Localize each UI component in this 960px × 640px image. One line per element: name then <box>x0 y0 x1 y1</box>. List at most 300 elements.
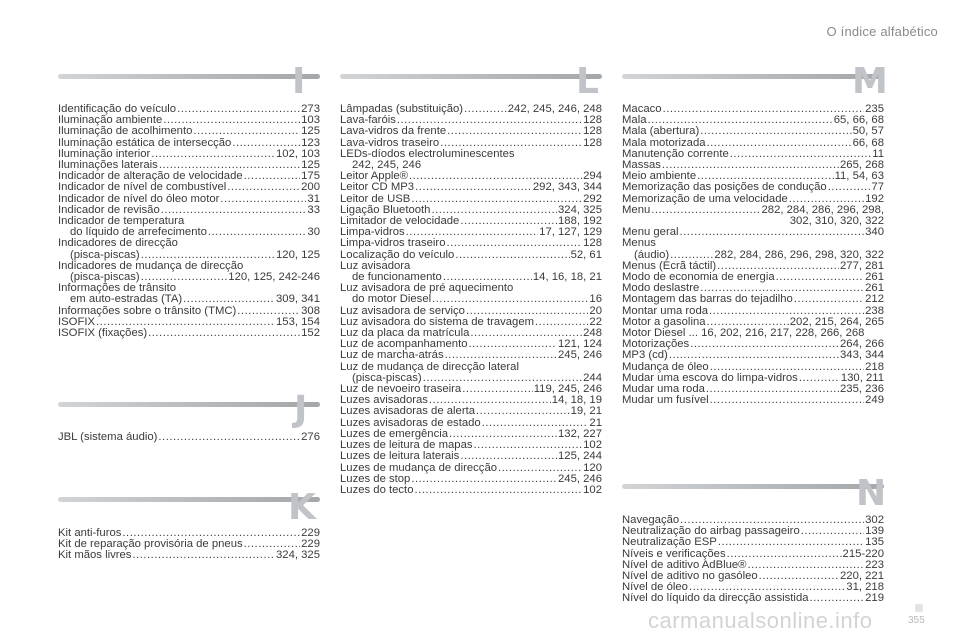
index-entry <box>58 182 320 193</box>
index-list-l <box>340 104 602 496</box>
index-term: Indicador de revisão <box>58 204 160 216</box>
dot-leader <box>709 306 864 317</box>
index-entry <box>622 339 884 350</box>
dot-leader <box>482 418 589 429</box>
index-term: (pisca-piscas) <box>70 249 140 261</box>
index-term: Lava-faróis <box>340 115 396 127</box>
index-entry <box>622 515 884 526</box>
index-term: Indicador de nível de combustível <box>58 182 227 194</box>
index-term: Iluminações laterais <box>58 160 158 172</box>
index-entry <box>58 160 320 171</box>
dot-leader <box>406 227 539 238</box>
index-term: (pisca-piscas) <box>70 272 140 284</box>
index-list-k <box>58 528 320 562</box>
index-pages: 245, 246 <box>558 473 602 485</box>
index-entry <box>622 560 884 571</box>
dot-leader <box>730 149 872 160</box>
index-term: Luz avisadora do sistema de travagem <box>340 316 535 328</box>
index-entry <box>58 194 320 205</box>
index-term: Luz de acompanhamento <box>340 339 468 351</box>
index-pages: 292, 343, 344 <box>532 182 602 194</box>
index-entry <box>622 350 884 361</box>
index-entry <box>340 451 602 462</box>
index-entry <box>58 317 320 328</box>
dot-leader <box>460 451 557 462</box>
index-term: ISOFIX <box>58 316 96 328</box>
index-entry: LEDs-díodos electroluminescentes <box>340 147 515 160</box>
index-entry <box>622 126 884 137</box>
index-entry <box>622 104 884 115</box>
index-entry <box>58 138 320 149</box>
dot-leader <box>158 432 300 443</box>
dot-leader <box>535 317 588 328</box>
dot-leader <box>244 171 300 182</box>
index-term: Iluminação interior <box>58 148 151 160</box>
index-entry <box>340 373 602 384</box>
dot-leader <box>455 250 569 261</box>
index-pages: 128 <box>583 126 602 138</box>
index-term: Mala (abertura) <box>622 126 700 138</box>
index-entry <box>340 440 602 451</box>
index-term: (áudio) <box>634 249 670 261</box>
index-entry <box>340 485 602 496</box>
index-pages: 102 <box>583 484 602 496</box>
index-entry <box>622 138 884 149</box>
index-term: em auto-estradas (TA) <box>70 294 183 306</box>
index-entry <box>340 182 602 193</box>
index-pages: 264, 266 <box>840 339 884 351</box>
index-pages: 119, 245, 246 <box>533 384 602 396</box>
dot-leader <box>177 104 300 115</box>
index-term: Massas <box>622 160 661 172</box>
index-term: Mala motorizada <box>622 137 706 149</box>
index-term: Memorização de uma velocidade <box>622 193 788 205</box>
dot-leader <box>700 126 851 137</box>
index-term: Mudar uma escova do limpa-vidros <box>622 372 798 384</box>
dot-leader <box>462 384 533 395</box>
index-term: Nível de óleo <box>622 582 688 594</box>
index-pages: 120, 125 <box>276 249 320 261</box>
index-entry <box>340 418 602 429</box>
index-entry <box>622 373 884 384</box>
index-entry <box>58 115 320 126</box>
index-entry <box>58 171 320 182</box>
index-term: Kit de reparação provisória de pneus <box>58 539 243 551</box>
dot-leader <box>651 205 760 216</box>
index-term: Menu geral <box>622 227 679 239</box>
dot-leader <box>717 261 839 272</box>
dot-leader <box>648 115 833 126</box>
index-pages: 21 <box>589 417 602 429</box>
index-pages: 223 <box>865 559 884 571</box>
dot-leader <box>697 171 833 182</box>
index-entry <box>340 216 602 227</box>
index-entry: Luz de mudança de direcção lateral <box>340 360 519 373</box>
dot-leader <box>680 515 864 526</box>
index-entry <box>58 528 320 539</box>
index-pages: 343, 344 <box>840 350 884 362</box>
dot-leader <box>706 384 839 395</box>
index-term: Identificação do veículo <box>58 104 177 115</box>
index-term: Luz da placa da matrícula <box>340 328 470 340</box>
index-term: Leitor CD MP3 <box>340 182 415 194</box>
index-term: Mudar um fusível <box>622 395 709 407</box>
index-pages: 308 <box>301 305 320 317</box>
index-pages: 66, 68 <box>852 137 884 149</box>
index-pages: 17, 127, 129 <box>539 227 602 239</box>
index-term: Indicador de nível do óleo motor <box>58 193 220 205</box>
section-divider-m <box>622 74 884 79</box>
dot-leader <box>748 560 865 571</box>
dot-leader <box>718 537 864 548</box>
index-term: Nível de aditivo AdBlue® <box>622 559 747 571</box>
index-pages: 245, 246 <box>558 350 602 362</box>
index-pages: 120, 125, 242-246 <box>228 272 320 284</box>
index-entry <box>340 205 602 216</box>
index-entry <box>622 582 884 593</box>
index-pages: 128 <box>583 115 602 127</box>
index-entry <box>340 171 602 182</box>
index-pages: 120 <box>583 462 602 474</box>
index-pages: 33 <box>307 204 320 216</box>
dot-leader <box>690 339 839 350</box>
dot-leader <box>662 160 839 171</box>
index-entry <box>340 463 602 474</box>
watermark: carmanualsonline.info <box>648 608 873 633</box>
index-entry <box>340 126 602 137</box>
dot-leader <box>476 406 570 417</box>
index-pages: 277, 281 <box>840 260 884 272</box>
index-term: Luzes avisadoras de estado <box>340 417 481 429</box>
dot-leader <box>794 294 864 305</box>
index-entry <box>622 149 884 160</box>
dot-leader <box>789 194 864 205</box>
index-pages: 229 <box>301 528 320 539</box>
dot-leader <box>96 317 275 328</box>
dot-leader <box>470 328 582 339</box>
index-entry: 302, 310, 320, 322 <box>789 215 884 228</box>
index-term: Motor a gasolina <box>622 316 706 328</box>
index-entry <box>622 182 884 193</box>
index-term: Luz de marcha-atrás <box>340 350 444 362</box>
index-pages: 14, 16, 18, 21 <box>532 272 602 284</box>
page-corner-mark <box>915 604 923 612</box>
index-entry: Menus <box>622 237 656 250</box>
dot-leader <box>727 549 842 560</box>
index-pages: 153, 154 <box>276 316 320 328</box>
index-entry <box>58 550 320 561</box>
section-letter-k: K <box>288 487 316 528</box>
index-entry <box>340 194 602 205</box>
index-term: Menu <box>622 204 651 216</box>
index-term: Modo deslastre <box>622 283 700 295</box>
dot-leader <box>208 227 307 238</box>
index-entry <box>622 526 884 537</box>
section-letter-j: J <box>294 389 308 430</box>
index-term: Iluminação estática de intersecção <box>58 137 232 149</box>
index-term: Luz de nevoeiro traseira <box>340 384 462 396</box>
dot-leader <box>469 339 558 350</box>
index-pages: 276 <box>301 432 320 443</box>
dot-leader <box>237 306 300 317</box>
index-pages: 215-220 <box>842 548 884 560</box>
index-entry: Luz avisadora <box>340 259 411 272</box>
index-pages: 102, 103 <box>276 148 320 160</box>
section-divider-i <box>58 74 320 79</box>
index-entry <box>622 283 884 294</box>
index-pages: 282, 284, 286, 296, 298, 320, 322 <box>714 249 884 261</box>
dot-leader <box>689 582 845 593</box>
index-pages: 265, 268 <box>840 160 884 172</box>
index-pages: 125, 244 <box>558 451 602 463</box>
index-pages: 249 <box>865 395 884 407</box>
section-divider-l <box>340 74 602 79</box>
index-pages: 102 <box>583 440 602 452</box>
index-list-n <box>622 515 884 605</box>
index-entry <box>622 593 884 604</box>
index-entry <box>58 539 320 550</box>
index-term: Meio ambiente <box>622 171 697 183</box>
dot-leader <box>801 526 864 537</box>
index-pages: 244 <box>583 372 602 384</box>
index-list-i <box>58 104 320 339</box>
index-term: Informações sobre o trânsito (TMC) <box>58 305 237 317</box>
index-pages: 103 <box>301 115 320 127</box>
index-entry <box>622 537 884 548</box>
dot-leader <box>663 104 865 115</box>
dot-leader <box>776 272 865 283</box>
index-term: de funcionamento <box>352 272 442 284</box>
dot-leader <box>159 160 300 171</box>
index-entry <box>340 395 602 406</box>
index-pages: 219 <box>865 593 884 605</box>
index-pages: 229 <box>301 539 320 551</box>
index-entry: Luz avisadora de pré aquecimento <box>340 282 514 295</box>
index-pages: 212 <box>865 294 884 306</box>
index-entry <box>622 395 884 406</box>
section-divider-k <box>58 497 320 502</box>
dot-leader <box>466 306 588 317</box>
index-term: Menus (Ecrã táctil) <box>622 260 717 272</box>
index-pages: 132, 227 <box>558 428 602 440</box>
index-pages: 261 <box>865 283 884 295</box>
index-term: Neutralização ESP <box>622 537 717 549</box>
index-entry <box>622 227 884 238</box>
index-pages: 202, 215, 264, 265 <box>789 316 884 328</box>
index-entry <box>622 160 884 171</box>
index-term: Leitor de USB <box>340 193 411 205</box>
index-term: Luz avisadora de serviço <box>340 305 465 317</box>
dot-leader <box>447 126 582 137</box>
index-pages: 139 <box>865 526 884 538</box>
index-pages: 220, 221 <box>840 571 884 583</box>
index-pages: 50, 57 <box>852 126 884 138</box>
index-pages: 188, 192 <box>558 216 602 228</box>
index-entry: Indicadores de direcção <box>58 237 178 250</box>
index-pages: 14, 18, 19 <box>551 395 602 407</box>
index-term: Mudança de óleo <box>622 361 709 373</box>
index-entry <box>58 432 320 443</box>
index-term: (pisca-piscas) <box>352 372 422 384</box>
index-term: Limitador de velocidade <box>340 216 460 228</box>
dot-leader <box>464 104 507 115</box>
index-entry: Indicadores de mudança de direcção <box>58 259 244 272</box>
index-pages: 235 <box>865 104 884 115</box>
index-pages: 302 <box>865 515 884 526</box>
index-term: ISOFIX (fixações) <box>58 328 148 340</box>
index-pages: 125 <box>301 126 320 138</box>
index-pages: 19, 21 <box>570 406 602 418</box>
index-entry <box>622 194 884 205</box>
index-term: Montar uma roda <box>622 305 709 317</box>
index-entry: 242, 245, 246 <box>352 159 422 172</box>
dot-leader <box>220 194 306 205</box>
index-entry <box>58 126 320 137</box>
index-term: Ligação Bluetooth <box>340 204 431 216</box>
dot-leader <box>810 593 865 604</box>
index-entry <box>622 571 884 582</box>
index-pages: 235, 236 <box>840 384 884 396</box>
dot-leader <box>432 294 588 305</box>
dot-leader <box>409 171 582 182</box>
dot-leader <box>680 227 865 238</box>
index-pages: 31 <box>307 193 320 205</box>
dot-leader <box>460 216 557 227</box>
dot-leader <box>670 250 713 261</box>
index-pages: 192 <box>865 193 884 205</box>
index-pages: 52, 61 <box>570 249 602 261</box>
dot-leader <box>151 149 275 160</box>
index-pages: 324, 325 <box>558 204 602 216</box>
index-entry <box>340 474 602 485</box>
index-entry <box>340 317 602 328</box>
index-entry <box>622 115 884 126</box>
section-letter-m: M <box>852 61 888 102</box>
dot-leader <box>799 373 840 384</box>
index-pages: 218 <box>865 361 884 373</box>
index-term: Luzes de stop <box>340 473 411 485</box>
index-entry <box>340 227 602 238</box>
index-pages: 11, 54, 63 <box>834 171 884 183</box>
dot-leader <box>193 126 300 137</box>
index-pages: 248 <box>583 328 602 340</box>
index-term: Iluminação de acolhimento <box>58 126 193 138</box>
index-term: Manutenção corrente <box>622 148 729 160</box>
index-entry: Indicador de temperatura <box>58 215 185 228</box>
dot-leader <box>148 328 300 339</box>
index-term: Lava-vidros traseiro <box>340 137 440 149</box>
dot-leader <box>122 528 300 539</box>
dot-leader <box>163 115 300 126</box>
section-divider-n <box>622 484 884 489</box>
dot-leader <box>411 474 557 485</box>
index-entry <box>58 306 320 317</box>
index-term: Kit mãos livres <box>58 550 132 562</box>
index-entry <box>340 115 602 126</box>
dot-leader <box>423 373 582 384</box>
index-pages: 128 <box>583 238 602 250</box>
dot-leader <box>710 395 864 406</box>
dot-leader <box>446 238 582 249</box>
index-pages: 324, 325 <box>276 550 320 562</box>
index-list-m <box>622 104 884 406</box>
index-entry <box>622 549 884 560</box>
index-entry <box>340 238 602 249</box>
index-term: Luzes de mudança de direcção <box>340 462 498 474</box>
index-term: Memorização das posições de condução <box>622 182 827 194</box>
index-entry <box>340 350 602 361</box>
index-term: Níveis e verificações <box>622 548 726 560</box>
index-entry <box>58 104 320 115</box>
dot-leader <box>414 485 582 496</box>
section-letter-i: I <box>292 61 306 102</box>
index-pages: 121, 124 <box>558 339 602 351</box>
index-term: Luzes avisadoras <box>340 395 428 407</box>
index-pages: 238 <box>865 305 884 317</box>
index-pages: 130, 211 <box>840 372 884 384</box>
dot-leader <box>710 362 864 373</box>
index-entry <box>622 272 884 283</box>
index-term: Luzes de leitura de mapas <box>340 440 473 452</box>
index-term: do motor Diesel <box>352 294 432 306</box>
index-term: Kit anti-furos <box>58 528 122 539</box>
dot-leader <box>828 182 871 193</box>
index-term: do líquido de arrefecimento <box>70 227 207 239</box>
dot-leader <box>700 283 864 294</box>
index-term: Limpa-vidros traseiro <box>340 238 446 250</box>
index-entry <box>340 104 602 115</box>
index-term: Localização do veículo <box>340 249 455 261</box>
index-pages: 16 <box>589 294 602 306</box>
index-term: Neutralização do airbag passageiro <box>622 526 800 538</box>
page-number: 355 <box>908 615 925 626</box>
index-entry <box>58 328 320 339</box>
index-pages: 282, 284, 286, 296, 298, <box>761 204 884 216</box>
index-pages: 340 <box>865 227 884 239</box>
index-term: Mudar uma roda <box>622 384 705 396</box>
index-pages: 200 <box>301 182 320 194</box>
index-entry <box>340 384 602 395</box>
index-entry <box>340 429 602 440</box>
index-term: Nível de aditivo no gasóleo <box>622 571 758 583</box>
index-pages: 294 <box>583 171 602 183</box>
index-term: Iluminação ambiente <box>58 115 163 127</box>
dot-leader <box>232 138 300 149</box>
dot-leader <box>183 294 275 305</box>
index-term: Indicador de alteração de velocidade <box>58 171 243 183</box>
index-term: JBL (sistema áudio) <box>58 432 158 443</box>
index-term: Modo de economia de energia <box>622 272 775 284</box>
index-list-j <box>58 432 320 443</box>
section-letter-n: N <box>856 473 887 514</box>
index-pages: 30 <box>307 227 320 239</box>
index-term: Macaco <box>622 104 662 115</box>
index-pages: 22 <box>589 316 602 328</box>
index-pages: 309, 341 <box>276 294 320 306</box>
index-pages: 261 <box>865 272 884 284</box>
index-term: Montagem das barras do tejadilho <box>622 294 793 306</box>
index-entry <box>622 261 884 272</box>
index-entry <box>58 294 320 305</box>
dot-leader <box>445 350 557 361</box>
index-term: Luzes avisadoras de alerta <box>340 406 476 418</box>
index-entry: Informações de trânsito <box>58 282 177 295</box>
index-entry <box>622 294 884 305</box>
dot-leader <box>474 440 583 451</box>
page-title: O índice alfabético <box>826 24 938 39</box>
dot-leader <box>449 429 557 440</box>
index-term: Luzes do tecto <box>340 484 414 496</box>
